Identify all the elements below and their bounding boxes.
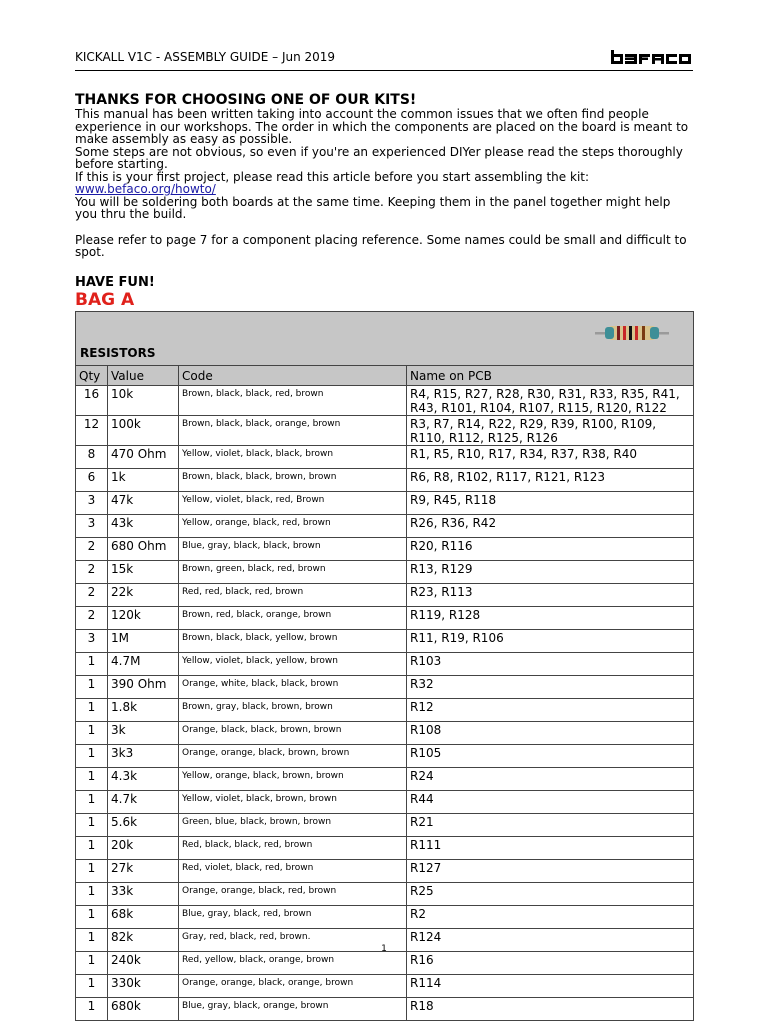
cell-code: Blue, gray, black, black, brown	[179, 538, 407, 561]
cell-pcb: R127	[407, 860, 694, 883]
cell-qty: 1	[76, 814, 108, 837]
cell-pcb: R13, R129	[407, 561, 694, 584]
cell-code: Brown, black, black, orange, brown	[179, 416, 407, 446]
cell-qty: 3	[76, 492, 108, 515]
cell-code: Orange, orange, black, brown, brown	[179, 745, 407, 768]
have-fun-heading: HAVE FUN!	[75, 275, 155, 290]
cell-code: Gray, red, black, red, brown.	[179, 929, 407, 952]
table-row	[76, 975, 694, 998]
cell-qty: 1	[76, 722, 108, 745]
cell-code: Yellow, violet, black, brown, brown	[179, 791, 407, 814]
table-row	[76, 584, 694, 607]
cell-qty: 1	[76, 791, 108, 814]
cell-qty: 12	[76, 416, 108, 446]
cell-value: 33k	[108, 883, 179, 906]
cell-value: 22k	[108, 584, 179, 607]
cell-value: 390 Ohm	[108, 676, 179, 699]
page-header	[75, 48, 693, 71]
cell-pcb: R44	[407, 791, 694, 814]
table-row	[76, 791, 694, 814]
cell-pcb: R111	[407, 837, 694, 860]
table-row	[76, 998, 694, 1021]
cell-qty: 1	[76, 676, 108, 699]
column-header-code: Code	[179, 366, 407, 386]
table-row	[76, 883, 694, 906]
cell-value: 680 Ohm	[108, 538, 179, 561]
befaco-logo-icon	[611, 48, 693, 66]
cell-qty: 1	[76, 952, 108, 975]
cell-value: 680k	[108, 998, 179, 1021]
cell-code: Orange, orange, black, red, brown	[179, 883, 407, 906]
table-row	[76, 386, 694, 416]
cell-pcb: R124	[407, 929, 694, 952]
cell-value: 4.7k	[108, 791, 179, 814]
cell-value: 1.8k	[108, 699, 179, 722]
document-title: KICKALL V1C - ASSEMBLY GUIDE – Jun 2019	[75, 50, 336, 64]
column-header-value: Value	[108, 366, 179, 386]
table-row	[76, 630, 694, 653]
cell-value: 15k	[108, 561, 179, 584]
cell-code: Yellow, violet, black, black, brown	[179, 446, 407, 469]
section-label: RESISTORS	[80, 346, 156, 360]
cell-value: 4.3k	[108, 768, 179, 791]
cell-value: 3k	[108, 722, 179, 745]
cell-qty: 1	[76, 883, 108, 906]
page-number: 1	[381, 944, 387, 954]
cell-code: Brown, black, black, yellow, brown	[179, 630, 407, 653]
table-row	[76, 416, 694, 446]
cell-qty: 3	[76, 630, 108, 653]
cell-pcb: R21	[407, 814, 694, 837]
cell-value: 47k	[108, 492, 179, 515]
cell-pcb: R23, R113	[407, 584, 694, 607]
table-row	[76, 492, 694, 515]
cell-value: 330k	[108, 975, 179, 998]
cell-qty: 1	[76, 768, 108, 791]
cell-pcb: R3, R7, R14, R22, R29, R39, R100, R109, R110, R112, R125, R126	[407, 416, 694, 446]
cell-pcb: R18	[407, 998, 694, 1021]
table-row	[76, 607, 694, 630]
cell-code: Brown, black, black, red, brown	[179, 386, 407, 416]
cell-value: 82k	[108, 929, 179, 952]
cell-pcb: R6, R8, R102, R117, R121, R123	[407, 469, 694, 492]
cell-value: 43k	[108, 515, 179, 538]
table-row	[76, 768, 694, 791]
table-row	[76, 814, 694, 837]
howto-link[interactable]: www.befaco.org/howto/	[75, 182, 216, 196]
section-header-cell	[76, 312, 694, 366]
table-row	[76, 469, 694, 492]
intro-paragraph-2: Some steps are not obvious, so even if you're an experienced DIYer please read the steps thoroughly before starting.	[75, 144, 683, 171]
cell-pcb: R119, R128	[407, 607, 694, 630]
table-row	[76, 837, 694, 860]
cell-value: 3k3	[108, 745, 179, 768]
cell-code: Blue, gray, black, red, brown	[179, 906, 407, 929]
cell-pcb: R16	[407, 952, 694, 975]
intro-paragraph-4: You will be soldering both boards at the same time. Keeping them in the panel together might help you thru the build.	[75, 194, 671, 221]
thanks-heading: THANKS FOR CHOOSING ONE OF OUR KITS!	[75, 92, 417, 108]
cell-value: 68k	[108, 906, 179, 929]
table-row	[76, 722, 694, 745]
cell-value: 470 Ohm	[108, 446, 179, 469]
cell-code: Brown, green, black, red, brown	[179, 561, 407, 584]
intro-paragraph-1: This manual has been written taking into account the common issues that we often find people experience in our workshops. The order in which the components are placed on the board is meant to make assembly as easy as possible.	[75, 107, 689, 146]
cell-qty: 2	[76, 607, 108, 630]
column-header-pcb: Name on PCB	[407, 366, 694, 386]
intro-paragraph-3: If this is your first project, please read this article before you start assembling the kit:	[75, 169, 590, 184]
befaco-logo	[611, 48, 693, 70]
table-row	[76, 906, 694, 929]
cell-pcb: R9, R45, R118	[407, 492, 694, 515]
bag-title: BAG A	[75, 290, 135, 310]
cell-pcb: R1, R5, R10, R17, R34, R37, R38, R40	[407, 446, 694, 469]
cell-code: Yellow, orange, black, red, brown	[179, 515, 407, 538]
cell-code: Red, violet, black, red, brown	[179, 860, 407, 883]
resistor-icon	[595, 322, 669, 344]
cell-qty: 2	[76, 584, 108, 607]
table-row	[76, 745, 694, 768]
cell-value: 1k	[108, 469, 179, 492]
cell-qty: 8	[76, 446, 108, 469]
cell-pcb: R25	[407, 883, 694, 906]
cell-pcb: R103	[407, 653, 694, 676]
cell-pcb: R26, R36, R42	[407, 515, 694, 538]
cell-value: 10k	[108, 386, 179, 416]
section-header-row	[76, 312, 694, 366]
cell-qty: 1	[76, 653, 108, 676]
cell-pcb: R108	[407, 722, 694, 745]
cell-qty: 1	[76, 929, 108, 952]
cell-pcb: R24	[407, 768, 694, 791]
cell-value: 100k	[108, 416, 179, 446]
cell-qty: 1	[76, 860, 108, 883]
cell-qty: 1	[76, 745, 108, 768]
cell-code: Orange, white, black, black, brown	[179, 676, 407, 699]
cell-qty: 1	[76, 699, 108, 722]
cell-pcb: R11, R19, R106	[407, 630, 694, 653]
table-row	[76, 653, 694, 676]
cell-pcb: R12	[407, 699, 694, 722]
cell-pcb: R4, R15, R27, R28, R30, R31, R33, R35, R41, R43, R101, R104, R107, R115, R120, R122	[407, 386, 694, 416]
cell-qty: 1	[76, 906, 108, 929]
intro-text	[75, 108, 695, 259]
column-header-qty: Qty	[76, 366, 108, 386]
cell-code: Orange, black, black, brown, brown	[179, 722, 407, 745]
cell-pcb: R105	[407, 745, 694, 768]
cell-value: 5.6k	[108, 814, 179, 837]
cell-code: Blue, gray, black, orange, brown	[179, 998, 407, 1021]
cell-code: Red, red, black, red, brown	[179, 584, 407, 607]
cell-qty: 16	[76, 386, 108, 416]
cell-code: Yellow, orange, black, brown, brown	[179, 768, 407, 791]
table-row	[76, 676, 694, 699]
cell-qty: 6	[76, 469, 108, 492]
cell-code: Red, black, black, red, brown	[179, 837, 407, 860]
cell-code: Brown, black, black, brown, brown	[179, 469, 407, 492]
cell-code: Red, yellow, black, orange, brown	[179, 952, 407, 975]
cell-value: 4.7M	[108, 653, 179, 676]
resistor-table	[75, 311, 694, 1021]
cell-value: 240k	[108, 952, 179, 975]
cell-pcb: R114	[407, 975, 694, 998]
cell-code: Yellow, violet, black, red, Brown	[179, 492, 407, 515]
cell-code: Green, blue, black, brown, brown	[179, 814, 407, 837]
column-header-row	[76, 366, 694, 386]
table-row	[76, 952, 694, 975]
table-row	[76, 699, 694, 722]
cell-qty: 3	[76, 515, 108, 538]
cell-qty: 1	[76, 837, 108, 860]
cell-code: Brown, red, black, orange, brown	[179, 607, 407, 630]
cell-pcb: R2	[407, 906, 694, 929]
cell-code: Orange, orange, black, orange, brown	[179, 975, 407, 998]
cell-value: 27k	[108, 860, 179, 883]
intro-paragraph-5: Please refer to page 7 for a component placing reference. Some names could be small and difficult to spot.	[75, 232, 687, 259]
table-row	[76, 860, 694, 883]
table-row	[76, 515, 694, 538]
table-row	[76, 538, 694, 561]
cell-qty: 2	[76, 561, 108, 584]
cell-code: Brown, gray, black, brown, brown	[179, 699, 407, 722]
table-row	[76, 446, 694, 469]
cell-value: 20k	[108, 837, 179, 860]
table-row	[76, 561, 694, 584]
cell-qty: 2	[76, 538, 108, 561]
cell-code: Yellow, violet, black, yellow, brown	[179, 653, 407, 676]
cell-pcb: R32	[407, 676, 694, 699]
cell-qty: 1	[76, 998, 108, 1021]
cell-pcb: R20, R116	[407, 538, 694, 561]
cell-qty: 1	[76, 975, 108, 998]
cell-value: 1M	[108, 630, 179, 653]
cell-value: 120k	[108, 607, 179, 630]
